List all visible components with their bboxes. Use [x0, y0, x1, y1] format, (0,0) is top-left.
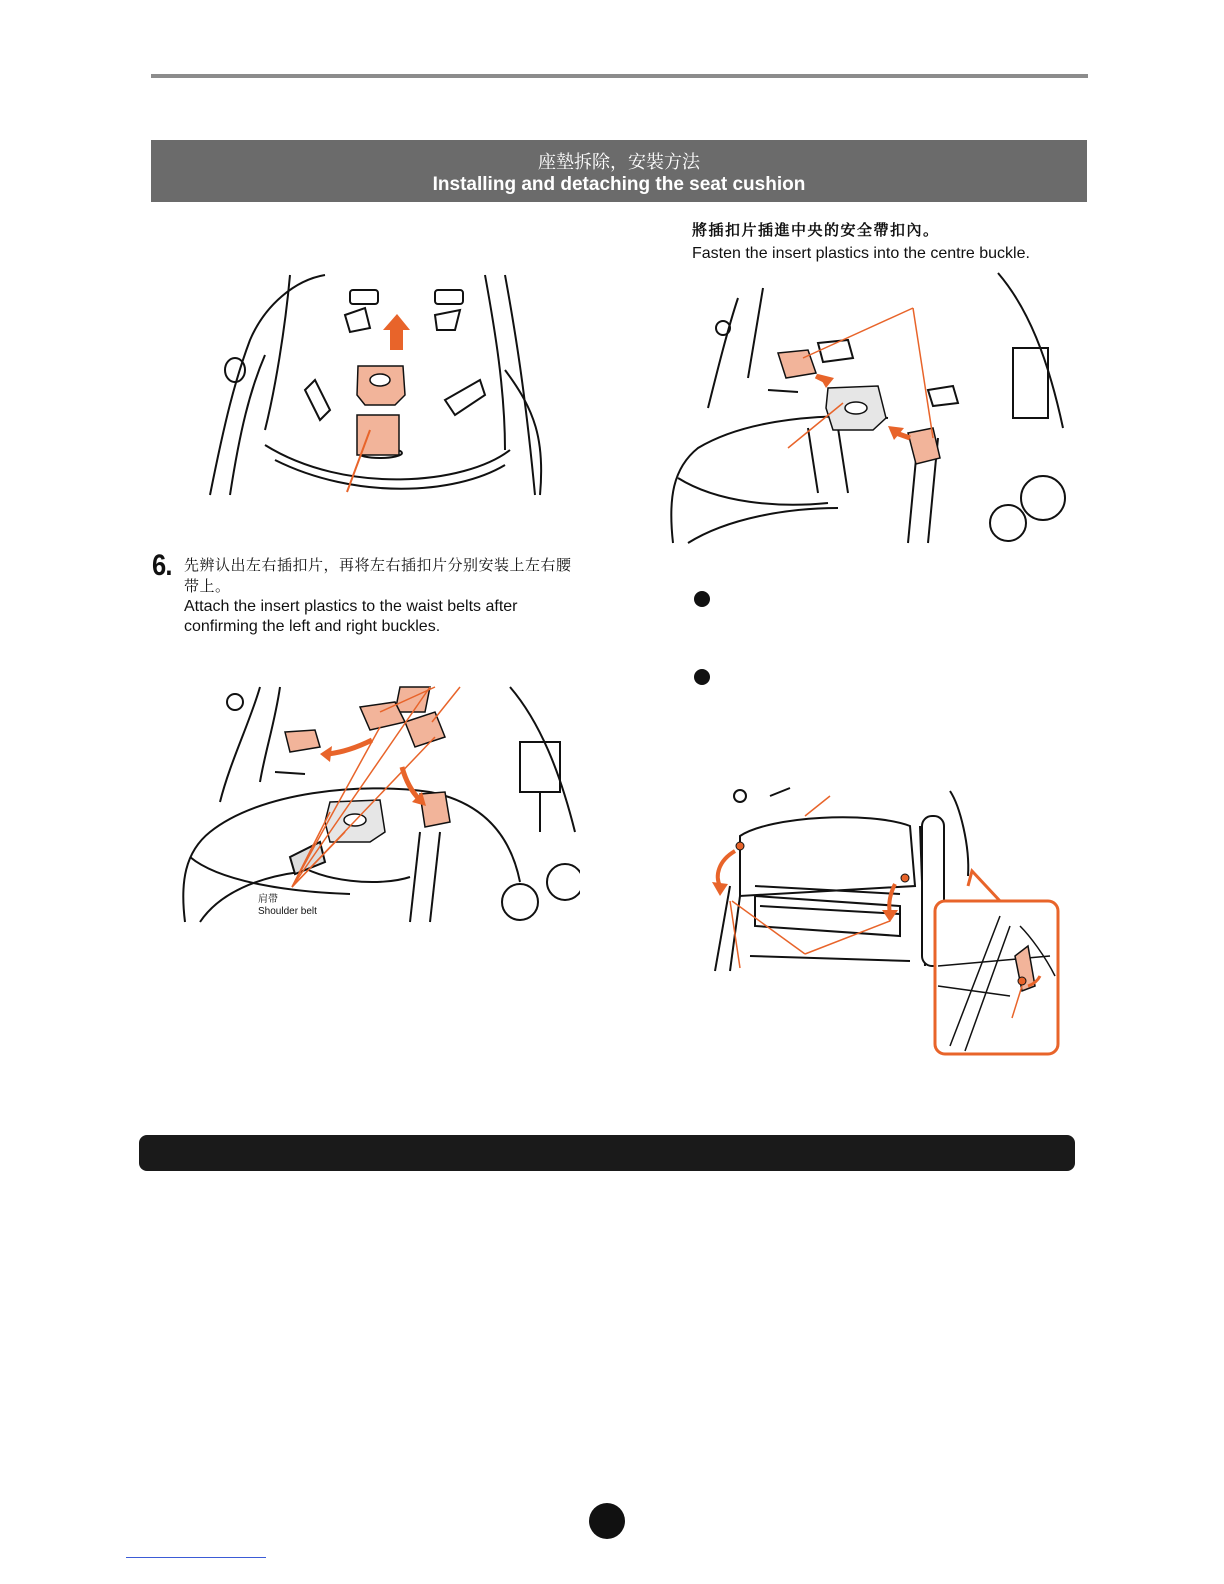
step-number: 6.	[152, 549, 172, 582]
step6-text-zh: 先辨认出左右插扣片，再将左右插扣片分别安装上左右腰带上。	[184, 556, 572, 595]
figure-fasten-centre-buckle	[668, 268, 1068, 546]
fasten-text-en: Fasten the insert plastics into the centre buckle.	[692, 245, 1030, 262]
page-number-badge	[589, 1503, 625, 1539]
bullet-1	[694, 591, 710, 607]
bullet-2	[694, 669, 710, 685]
top-rule	[151, 74, 1088, 78]
section-title-en: Installing and detaching the seat cushion	[432, 174, 806, 195]
fasten-text-zh: 將插扣片插進中央的安全帶扣內。	[692, 221, 940, 239]
step6-text-en: Attach the insert plastics to the waist belts after confirming the left and right buckles.	[184, 598, 518, 635]
section-divider-bar	[139, 1135, 1075, 1171]
figure-attach-buckles	[180, 682, 580, 924]
section-title-zh: 座墊拆除，安裝方法	[538, 152, 700, 173]
section-header	[151, 140, 1087, 202]
shoulder-belt-label-zh: 肩帶	[258, 894, 278, 905]
figure-remove-buckle	[205, 270, 545, 498]
figure-detach-seat-cushion	[710, 786, 1070, 1058]
footer-line	[126, 1557, 266, 1558]
shoulder-belt-label-en: Shoulder belt	[258, 906, 317, 917]
